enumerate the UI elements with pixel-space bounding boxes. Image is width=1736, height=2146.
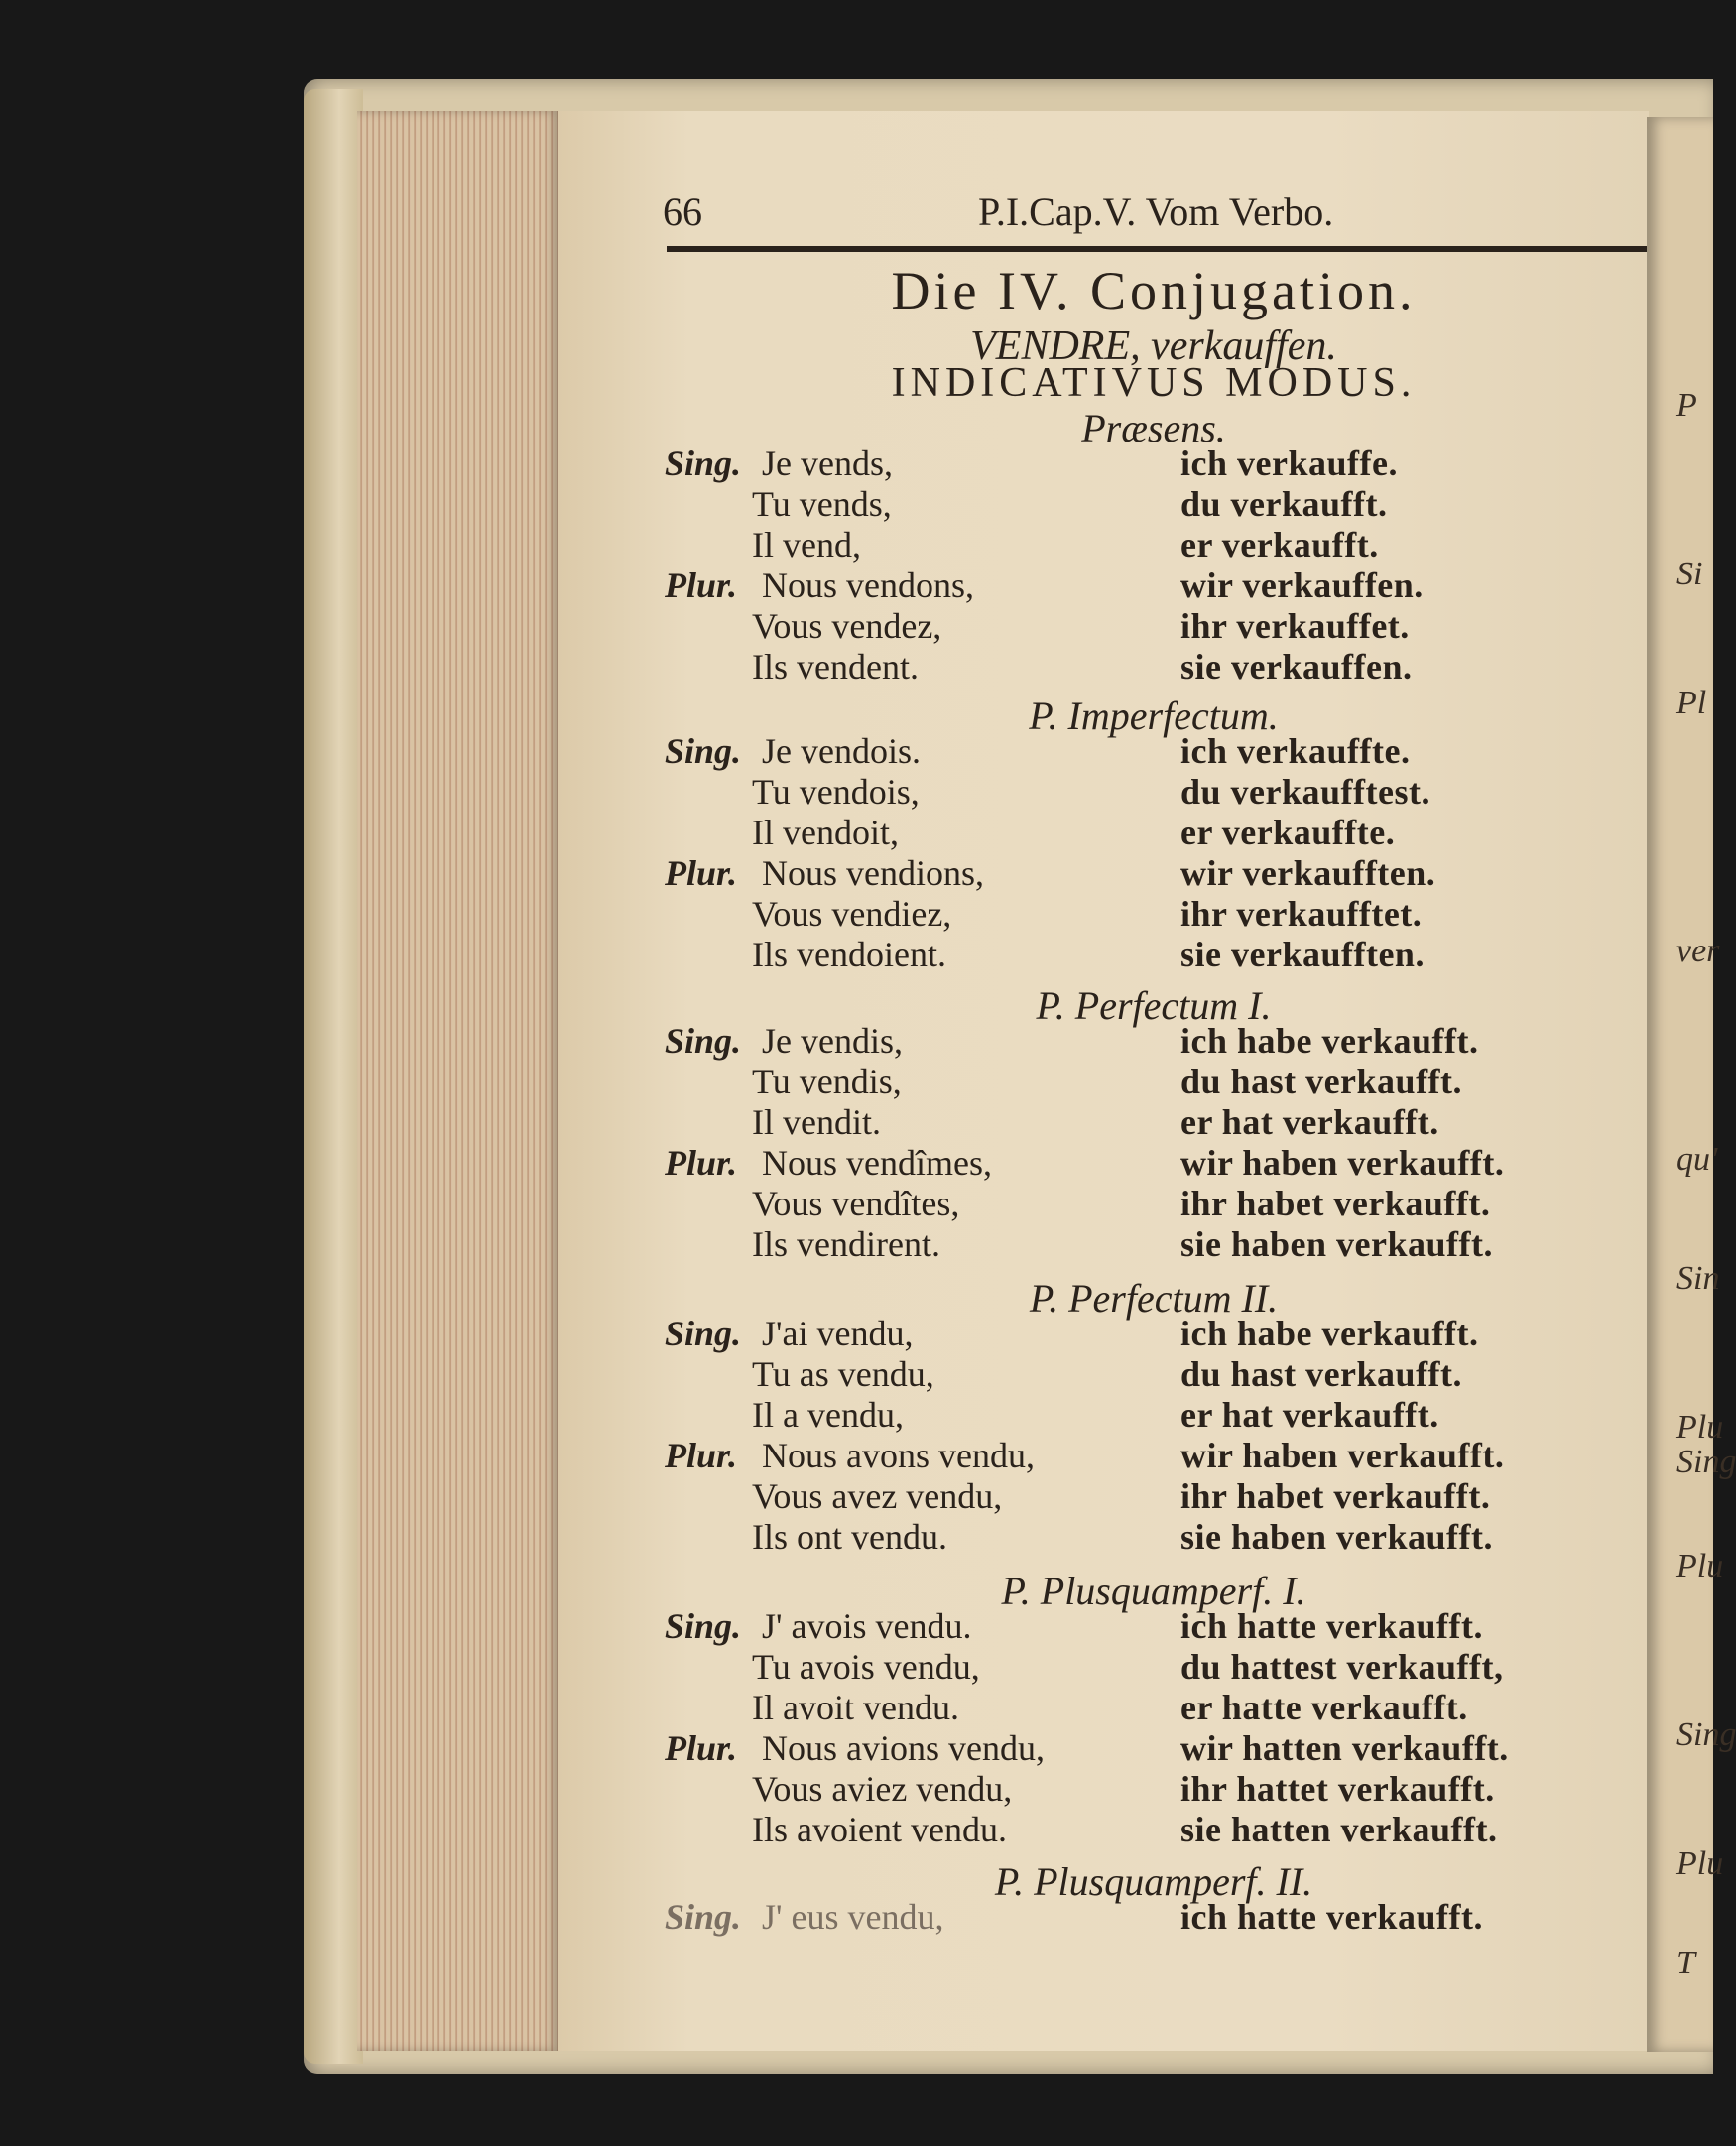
french-form: Tu vendis, (752, 1062, 902, 1101)
facing-page-fragment: Pl (1676, 685, 1707, 721)
german-form: sie verkauffen. (1180, 647, 1413, 687)
french-form: J' eus vendu, (762, 1897, 944, 1937)
facing-page-fragment: Sing (1676, 1444, 1736, 1480)
french-form: Ils avoient vendu. (752, 1810, 1007, 1849)
french-form: Nous avions vendu, (762, 1728, 1045, 1768)
french-form: Il avoit vendu. (752, 1688, 959, 1727)
section-title: Die IV. Conjugation. (891, 261, 1417, 320)
header-rule (667, 246, 1647, 252)
number-label: Plur. (665, 1143, 738, 1183)
facing-page-fragment: Plu (1676, 1548, 1724, 1584)
german-form: du hattest verkaufft, (1180, 1647, 1504, 1687)
german-form: ihr habet verkaufft. (1180, 1184, 1491, 1223)
german-form: wir hatten verkaufft. (1180, 1728, 1509, 1768)
french-form: Vous aviez vendu, (752, 1769, 1013, 1809)
number-label: Sing. (665, 731, 742, 771)
german-form: wir haben verkaufft. (1180, 1436, 1505, 1475)
tense-heading: P. Perfectum II. (1029, 1276, 1279, 1321)
page-header (663, 189, 1645, 238)
tense-heading: P. Imperfectum. (1029, 694, 1279, 738)
facing-page-fragment: Si (1676, 556, 1703, 592)
french-form: J'ai vendu, (762, 1314, 914, 1353)
french-form: Tu vendois, (752, 772, 920, 812)
number-label: Plur. (665, 853, 738, 893)
facing-page-fragment: Plu (1676, 1845, 1724, 1882)
french-form: Il vendit. (752, 1102, 881, 1142)
german-form: wir verkauffen. (1180, 566, 1424, 605)
number-label: Sing. (665, 1606, 742, 1646)
page-edges (357, 111, 560, 2051)
german-form: sie verkaufften. (1180, 935, 1425, 974)
facing-page-fragment: P (1676, 387, 1697, 424)
number-label: Plur. (665, 1436, 738, 1475)
french-form: Tu avois vendu, (752, 1647, 980, 1687)
tense-heading: P. Plusquamperf. I. (1001, 1569, 1306, 1613)
german-form: ihr hattet verkaufft. (1180, 1769, 1495, 1809)
german-form: sie haben verkaufft. (1180, 1224, 1493, 1264)
number-label: Sing. (665, 1021, 742, 1061)
french-form: Vous avez vendu, (752, 1476, 1003, 1516)
german-form: ihr verkauffet. (1180, 606, 1410, 646)
number-label: Sing. (665, 1897, 742, 1937)
french-form: Vous vendez, (752, 606, 942, 646)
german-form: ich hatte verkaufft. (1180, 1897, 1483, 1937)
french-form: Ils vendirent. (752, 1224, 940, 1264)
french-form: Ils ont vendu. (752, 1517, 947, 1557)
german-form: ich hatte verkaufft. (1180, 1606, 1483, 1646)
tense-heading: P. Perfectum I. (1036, 983, 1272, 1028)
german-form: du verkaufft. (1180, 484, 1388, 524)
french-form: Vous vendiez, (752, 894, 952, 934)
german-form: du hast verkaufft. (1180, 1062, 1463, 1101)
french-form: Nous avons vendu, (762, 1436, 1035, 1475)
french-form: Nous vendons, (762, 566, 974, 605)
french-form: Il vendoit, (752, 813, 899, 852)
facing-page-fragment: ver (1676, 933, 1720, 969)
german-form: er verkauffte. (1180, 813, 1396, 852)
french-form: J' avois vendu. (762, 1606, 972, 1646)
french-form: Nous vendions, (762, 853, 984, 893)
french-form: Je vends, (762, 443, 893, 483)
facing-page-fragment: Sin (1676, 1260, 1720, 1297)
french-form: Je vendois. (762, 731, 921, 771)
german-form: du hast verkaufft. (1180, 1354, 1463, 1394)
number-label: Sing. (665, 443, 742, 483)
german-form: du verkaufftest. (1180, 772, 1430, 812)
french-form: Il vend, (752, 525, 861, 565)
french-form: Ils vendent. (752, 647, 919, 687)
german-form: ich verkauffe. (1180, 443, 1398, 483)
german-form: ihr habet verkaufft. (1180, 1476, 1491, 1516)
facing-page-fragment: T (1676, 1945, 1695, 1981)
german-form: ich habe verkaufft. (1180, 1021, 1479, 1061)
mood-heading: INDICATIVUS MODUS. (891, 360, 1417, 406)
facing-page-fragment: qu' (1676, 1141, 1718, 1178)
facing-page-fragment: Plu (1676, 1409, 1724, 1446)
french-form: Ils vendoient. (752, 935, 946, 974)
facing-page-fragment: Sing (1676, 1716, 1736, 1753)
number-label: Sing. (665, 1314, 742, 1353)
german-form: ich habe verkaufft. (1180, 1314, 1479, 1353)
french-form: Nous vendîmes, (762, 1143, 992, 1183)
german-form: er hat verkaufft. (1180, 1102, 1439, 1142)
german-form: sie haben verkaufft. (1180, 1517, 1493, 1557)
french-form: Tu as vendu, (752, 1354, 934, 1394)
german-form: er hatte verkaufft. (1180, 1688, 1468, 1727)
running-title: P.I.Cap.V. Vom Verbo. (978, 189, 1334, 234)
german-form: er hat verkaufft. (1180, 1395, 1439, 1435)
french-form: Vous vendîtes, (752, 1184, 960, 1223)
tense-heading: Præsens. (1081, 406, 1226, 450)
french-form: Je vendis, (762, 1021, 903, 1061)
french-form: Il a vendu, (752, 1395, 904, 1435)
french-form: Tu vends, (752, 484, 892, 524)
verb-subtitle: VENDRE, verkauffen. (970, 323, 1337, 369)
number-label: Plur. (665, 1728, 738, 1768)
number-label: Plur. (665, 566, 738, 605)
german-form: wir haben verkaufft. (1180, 1143, 1505, 1183)
german-form: wir verkaufften. (1180, 853, 1436, 893)
tense-heading: P. Plusquamperf. II. (994, 1859, 1313, 1904)
german-form: ich verkauffte. (1180, 731, 1411, 771)
german-form: sie hatten verkaufft. (1180, 1810, 1498, 1849)
page-number: 66 (663, 189, 702, 234)
book-spine (304, 89, 363, 2064)
german-form: ihr verkaufftet. (1180, 894, 1423, 934)
german-form: er verkaufft. (1180, 525, 1379, 565)
